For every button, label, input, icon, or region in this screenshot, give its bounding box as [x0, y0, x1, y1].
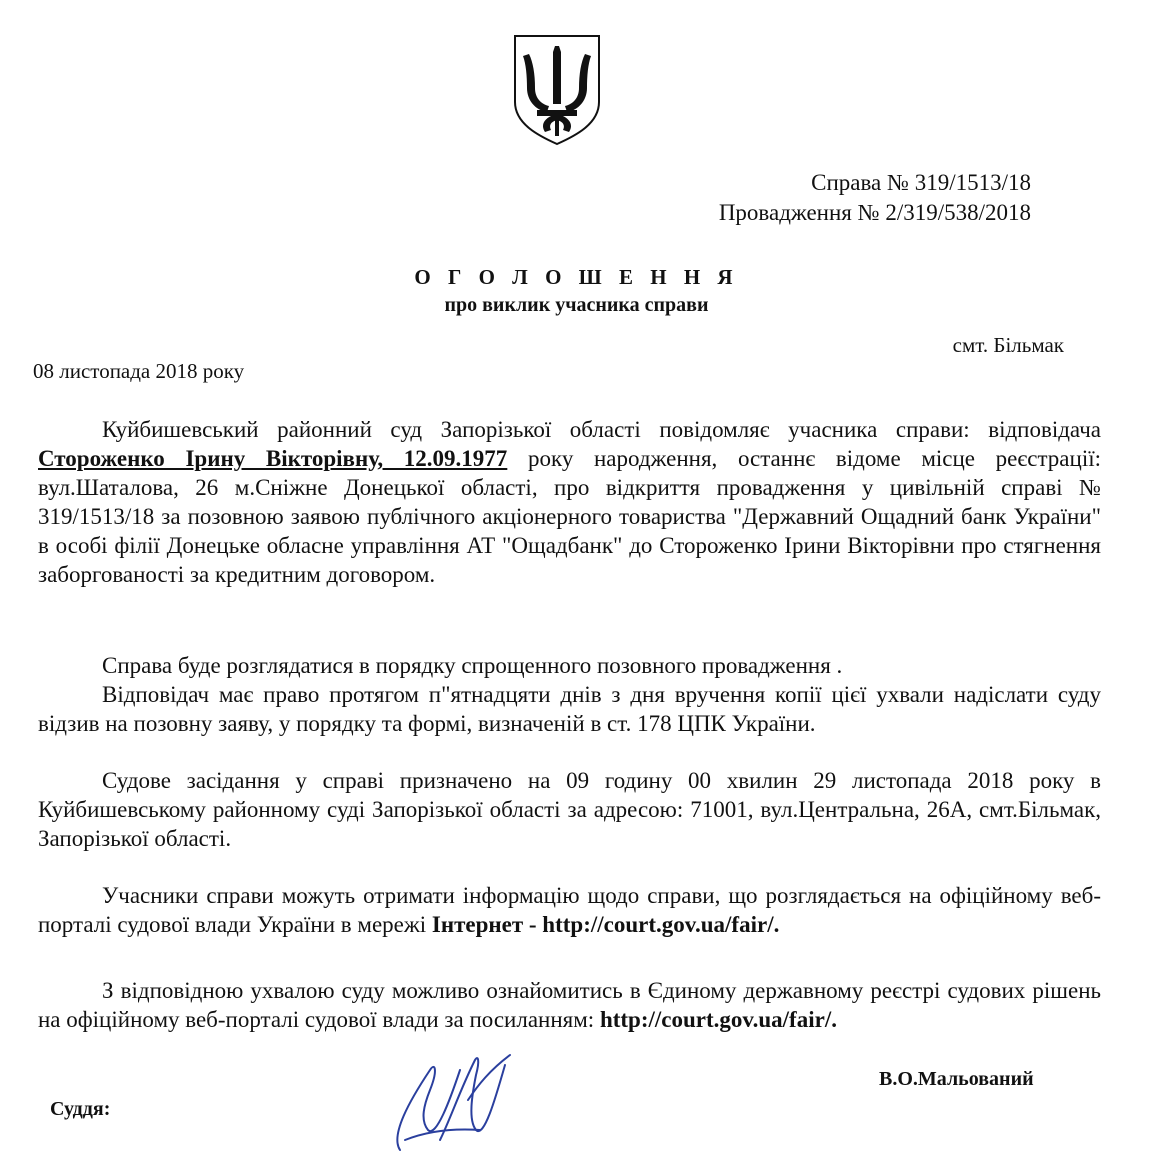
paragraph-hearing: Судове засідання у справі призначено на 09 годину 00 хвилин 29 листопада 2018 року в Куйбишевському районному суді Запорізької області за адресою: 71001, вул.Центральна, 26А, смт.Більмак, Запорізької області.	[38, 768, 1101, 851]
internet-link[interactable]: Інтернет - http://court.gov.ua/fair/.	[431, 912, 780, 937]
place: смт. Більмак	[952, 333, 1064, 357]
p1-start: Куйбишевський районний суд Запорізької області повідомляє учасника справи: відповідача	[102, 417, 1101, 442]
defendant-name: Стороженко Ірину Вікторівну, 12.09.1977	[38, 446, 508, 471]
case-info	[719, 168, 1031, 228]
judge-label: Суддя:	[50, 1098, 111, 1120]
p2-line2: Відповідач має право протягом п"ятнадцяти днів з дня вручення копії цієї ухвали надіслати суду відзив на позовну заяву, у порядку та формі, визначеній в ст. 178 ЦПК України.	[38, 682, 1101, 736]
title-block	[0, 262, 1153, 318]
handwritten-signature	[380, 1040, 530, 1160]
coat-of-arms-emblem	[511, 32, 603, 148]
p5-text: З відповідною ухвалою суду можливо ознайомитись в Єдиному державному реєстрі судових рішень на офіційному веб-порталі судової влади за посиланням:	[38, 978, 1101, 1032]
paragraph-notice	[38, 415, 1101, 589]
paragraph-info	[38, 881, 1101, 939]
p1-end: року народження, останнє відоме місце реєстрації: вул.Шаталова, 26 м.Сніжне Донецької області, про відкриття провадження у цивільній справі № 319/1513/18 за позовною заявою публічного акціонерного товариства "Державний Ощадний банк України" в особі філії Донецьке обласне управління АТ "Ощадбанк" до Стороженко Ірини Вікторівни про стягнення заборгованості за кредитним договором.	[38, 446, 1101, 587]
case-number: Справа № 319/1513/18	[811, 170, 1031, 195]
paragraph-procedure	[38, 651, 1101, 738]
date: 08 листопада 2018 року	[33, 359, 245, 383]
document-subtitle: про виклик учасника справи	[444, 294, 709, 316]
judge-name: В.О.Мальований	[879, 1068, 1034, 1090]
proceeding-number: Провадження № 2/319/538/2018	[718, 200, 1031, 225]
registry-link[interactable]: http://court.gov.ua/fair/.	[599, 1007, 837, 1032]
paragraph-registry	[38, 976, 1101, 1034]
document-title: О Г О Л О Ш Е Н Н Я	[414, 265, 739, 289]
p2-line1: Справа буде розглядатися в порядку спрощенного позовного провадження .	[102, 653, 843, 678]
p4-text: Учасники справи можуть отримати інформацію щодо справи, що розглядається на офіційному веб-порталі судової влади України в мережі	[38, 883, 1101, 937]
